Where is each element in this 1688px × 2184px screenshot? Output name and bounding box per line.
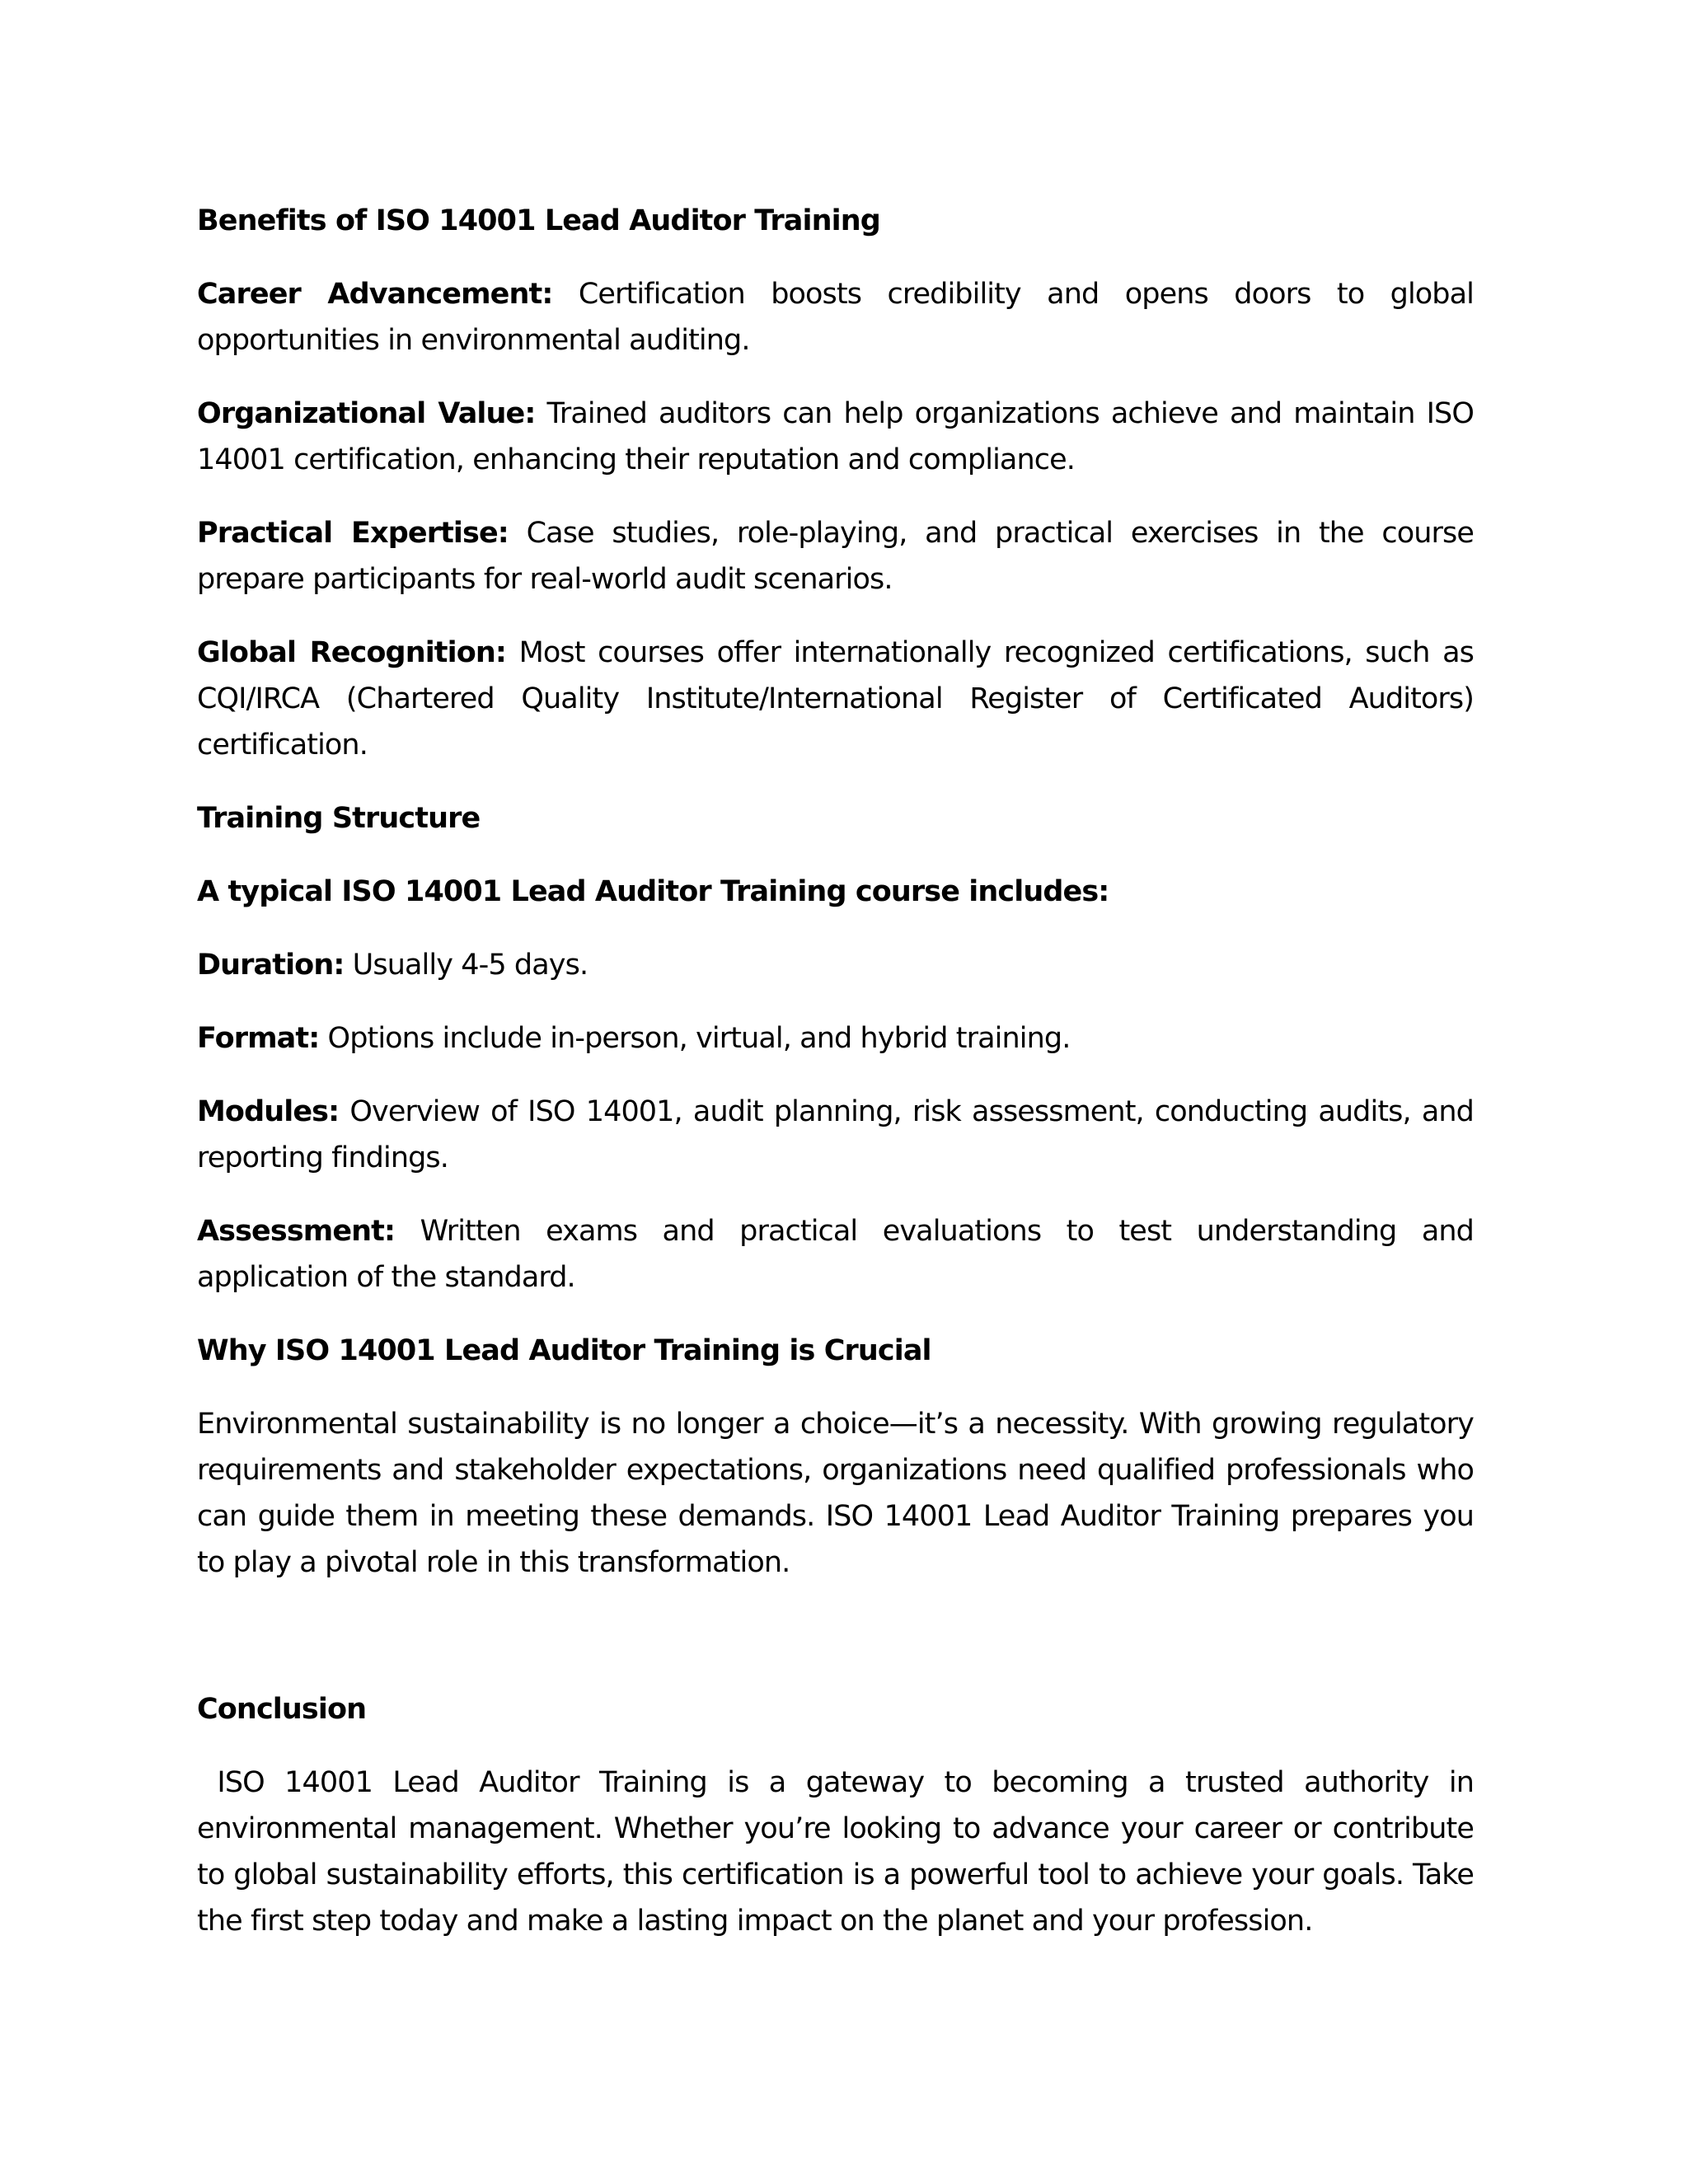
paragraph-spacer — [197, 1613, 1474, 1686]
structure-format — [197, 1015, 1474, 1062]
benefit-label: Career Advancement: — [197, 278, 553, 311]
structure-text: Usually 4-5 days. — [352, 949, 588, 982]
document-body — [197, 198, 1483, 1971]
why-crucial-body: Environmental sustainability is no longer a choice—it’s a necessity. With growing regulatory requirements and stakeholder expectations, organizations need qualified professionals who can guide them in meeting these demands. ISO 14001 Lead Auditor Training prepares you to play a pivotal role in this transformation. — [197, 1408, 1474, 1579]
structure-text: Overview of ISO 14001, audit planning, risk assessment, conducting audits, and reporting findings. — [197, 1095, 1474, 1174]
benefit-label: Global Recognition: — [197, 636, 506, 669]
structure-label: Assessment: — [197, 1215, 396, 1248]
conclusion-heading: Conclusion — [197, 1693, 367, 1726]
benefit-label: Practical Expertise: — [197, 517, 509, 550]
structure-assessment — [197, 1208, 1474, 1301]
benefit-practical-expertise — [197, 510, 1474, 602]
structure-label: Format: — [197, 1022, 320, 1055]
benefit-text: Trained auditors can help organizations achieve and maintain ISO 14001 certification, enhancing their reputation and compliance. — [197, 397, 1474, 476]
why-crucial-heading: Why ISO 14001 Lead Auditor Training is Crucial — [197, 1334, 931, 1367]
structure-label: Duration: — [197, 949, 345, 982]
benefit-text: Case studies, role-playing, and practical exercises in the course prepare participants for real-world audit scenarios. — [197, 517, 1475, 596]
structure-text: Options include in-person, virtual, and hybrid training. — [327, 1022, 1071, 1055]
conclusion-body: ISO 14001 Lead Auditor Training is a gateway to becoming a trusted authority in environmental management. Whether you’re looking to advance your career or contribute to global sustainability efforts, this certification is a powerful tool to achieve your goals. Take the first step today and make a lasting impact on the planet and your profession. — [197, 1766, 1483, 1938]
benefit-global-recognition — [197, 630, 1474, 768]
benefit-career-advancement — [197, 271, 1474, 363]
benefit-text: Most courses offer internationally recognized certifications, such as CQI/IRCA (Chartered Quality Institute/International Register of Certificated Auditors) certification. — [197, 636, 1474, 762]
structure-label: Modules: — [197, 1095, 340, 1128]
benefit-text: Certification boosts credibility and opens doors to global opportunities in environmental auditing. — [197, 278, 1474, 357]
structure-modules — [197, 1089, 1474, 1181]
training-structure-heading: Training Structure — [197, 802, 481, 835]
structure-duration — [197, 942, 1474, 988]
benefit-organizational-value — [197, 391, 1474, 483]
benefit-label: Organizational Value: — [197, 397, 536, 430]
benefits-heading: Benefits of ISO 14001 Lead Auditor Training — [197, 204, 880, 237]
structure-text: Written exams and practical evaluations to test understanding and application of the standard. — [197, 1215, 1474, 1294]
training-structure-intro: A typical ISO 14001 Lead Auditor Training course includes: — [197, 875, 1109, 908]
